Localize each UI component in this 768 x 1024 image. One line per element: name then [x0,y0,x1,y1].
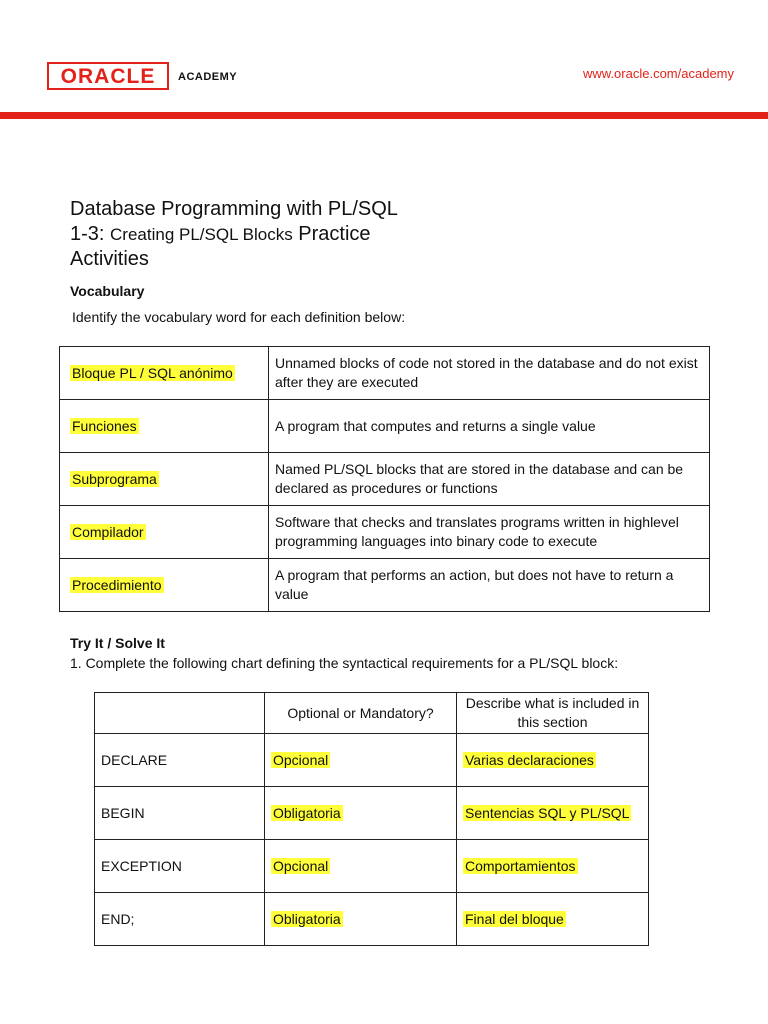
description-cell [457,734,649,787]
requirement-answer: Opcional [273,857,329,874]
vocab-definition: A program that performs an action, but does not have to return a value [269,559,710,612]
requirement-cell [265,787,457,840]
vocabulary-intro: Identify the vocabulary word for each definition below: [72,309,406,325]
column-header-section [95,693,265,734]
vocab-definition: Named PL/SQL blocks that are stored in the database and can be declared as procedures or functions [269,453,710,506]
table-row [95,734,649,787]
try-it-heading: Try It / Solve It [70,635,165,651]
table-row [95,840,649,893]
vocab-term-cell [60,347,269,400]
title-lesson-number: 1-3: [70,223,105,245]
description-answer: Comportamientos [465,857,576,874]
title-activities: Activities [70,248,149,270]
table-row [60,559,710,612]
column-header-description: Describe what is included in this section [457,693,649,734]
vocabulary-table [59,346,710,612]
table-row [60,453,710,506]
vocab-term-cell [60,559,269,612]
academy-website-link[interactable]: www.oracle.com/academy [583,66,734,81]
vocab-definition: Unnamed blocks of code not stored in the database and do not exist after they are executed [269,347,710,400]
table-header-row [95,693,649,734]
requirement-cell [265,893,457,946]
description-answer: Sentencias SQL y PL/SQL [465,804,630,821]
requirement-answer: Obligatoria [273,910,341,927]
description-cell [457,840,649,893]
oracle-logo [47,62,169,90]
title-lesson-suffix: Practice [298,223,371,245]
vocab-term: Procedimiento [72,576,162,593]
requirement-answer: Obligatoria [273,804,341,821]
table-row [60,400,710,453]
section-keyword: BEGIN [95,787,265,840]
title-course: Database Programming with PL/SQL [70,198,398,220]
requirement-answer: Opcional [273,751,329,768]
table-row [60,506,710,559]
document-title [70,197,690,272]
description-cell [457,787,649,840]
section-keyword: DECLARE [95,734,265,787]
table-row [60,347,710,400]
vocab-term-cell [60,506,269,559]
vocab-term: Compilador [72,523,144,540]
vocab-term: Bloque PL / SQL anónimo [72,364,233,381]
syntax-requirements-table [94,692,649,946]
title-lesson-name: Creating PL/SQL Blocks [110,225,293,244]
column-header-requirement: Optional or Mandatory? [265,693,457,734]
task-instruction: 1. Complete the following chart defining the syntactical requirements for a PL/SQL block: [70,655,619,671]
title-lesson [70,222,690,247]
oracle-logo-text: ORACLE [60,64,156,88]
requirement-cell [265,840,457,893]
table-row [95,787,649,840]
vocab-definition: Software that checks and translates programs written in highlevel programming languages into binary code to execute [269,506,710,559]
requirement-cell [265,734,457,787]
section-keyword: EXCEPTION [95,840,265,893]
page-header [0,0,768,120]
vocab-term-cell [60,453,269,506]
vocab-term: Funciones [72,417,137,434]
section-keyword: END; [95,893,265,946]
description-answer: Final del bloque [465,910,564,927]
vocab-term: Subprograma [72,470,157,487]
header-divider [0,112,768,119]
vocab-definition: A program that computes and returns a single value [269,400,710,453]
academy-label: ACADEMY [178,71,238,83]
table-row [95,893,649,946]
vocabulary-heading: Vocabulary [70,283,145,299]
description-answer: Varias declaraciones [465,751,594,768]
description-cell [457,893,649,946]
vocab-term-cell [60,400,269,453]
